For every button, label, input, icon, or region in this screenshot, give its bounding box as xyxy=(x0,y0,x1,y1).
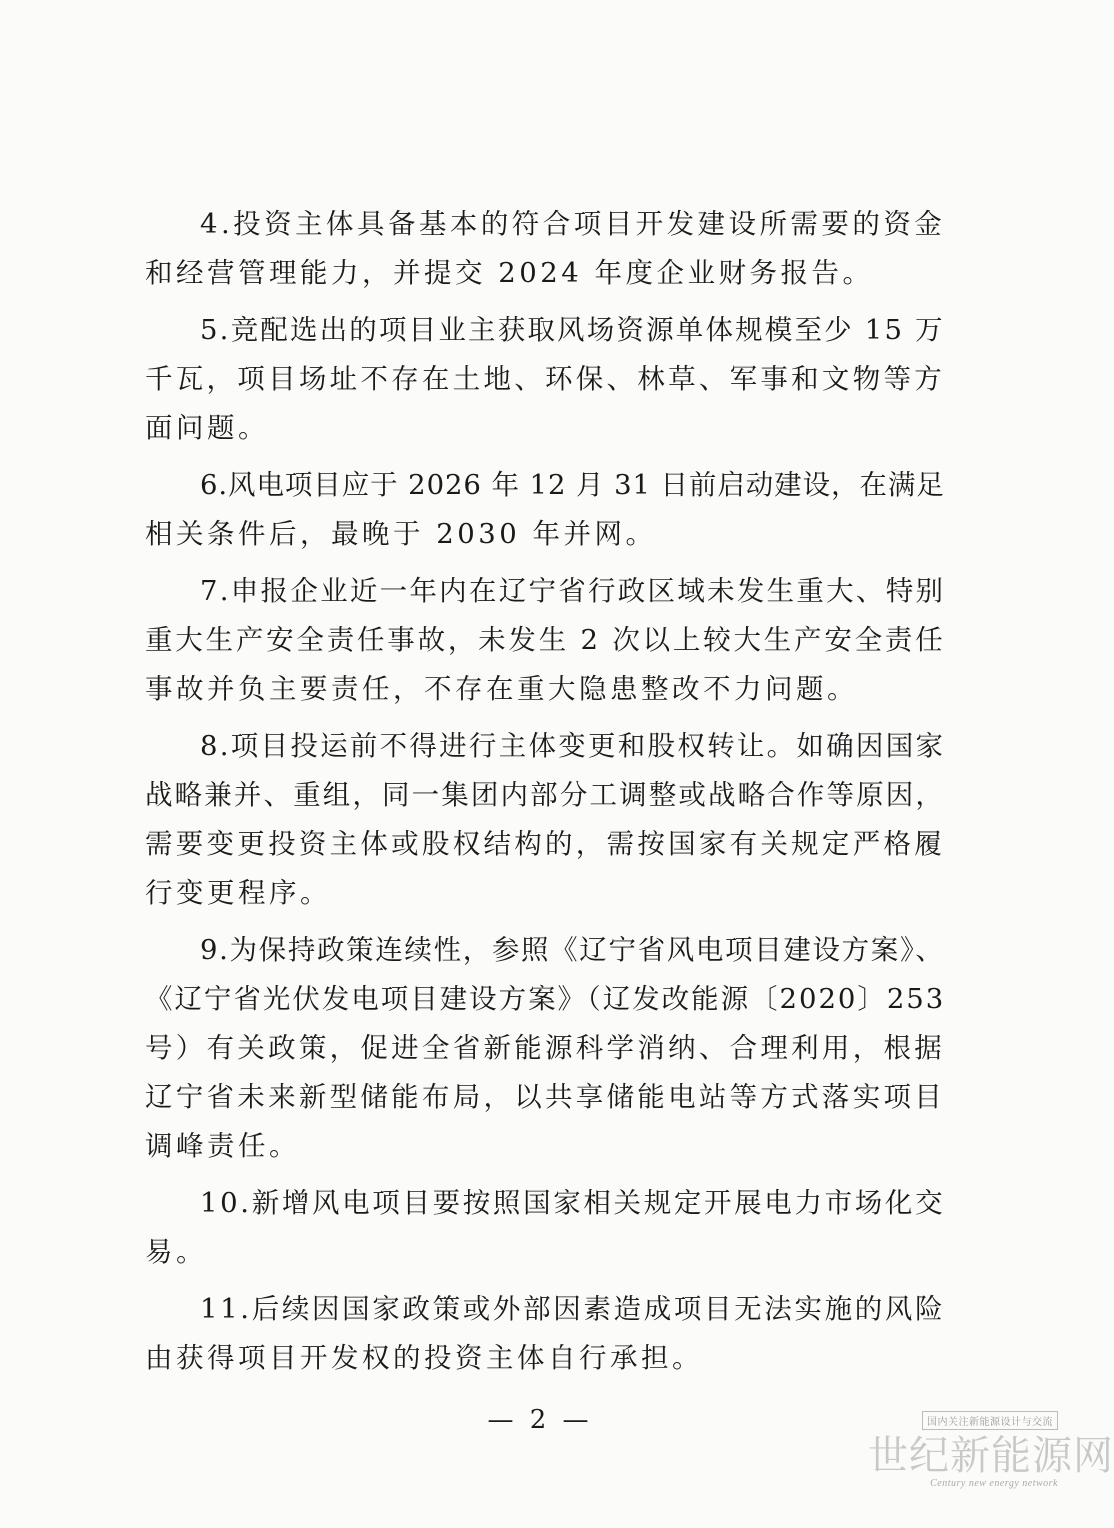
text-line: 《辽宁省光伏发电项目建设方案》（辽发改能源〔2020〕253 xyxy=(145,983,946,1015)
paragraph xyxy=(145,926,945,1171)
text-line: 4.投资主体具备基本的符合项目开发建设所需要的资金 xyxy=(200,208,946,240)
text-line: 相关条件后，最晚于 2030 年并网。 xyxy=(145,518,657,550)
text-line: 号）有关政策，促进全省新能源科学消纳、合理利用，根据 xyxy=(145,1032,945,1064)
page-number: — 2 — xyxy=(487,1405,593,1435)
paragraph xyxy=(145,461,945,559)
text-line: 战略兼并、重组，同一集团内部分工调整或战略合作等原因， xyxy=(145,779,945,811)
text-line: 9.为保持政策连续性，参照《辽宁省风电项目建设方案》、 xyxy=(200,934,945,966)
text-line: 由获得项目开发权的投资主体自行承担。 xyxy=(145,1342,703,1374)
text-line: 千瓦，项目场址不存在土地、环保、林草、军事和文物等方 xyxy=(145,363,945,395)
text-line: 6.风电项目应于 2026 年 12 月 31 日前启动建设，在满足 xyxy=(200,469,945,501)
text-line: 需要变更投资主体或股权结构的，需按国家有关规定严格履 xyxy=(145,828,945,860)
text-line: 辽宁省未来新型储能布局，以共享储能电站等方式落实项目 xyxy=(145,1081,945,1113)
paragraph xyxy=(145,1285,945,1383)
paragraph xyxy=(145,722,945,918)
text-line: 事故并负主要责任，不存在重大隐患整改不力问题。 xyxy=(145,673,858,705)
text-line: 10.新增风电项目要按照国家相关规定开展电力市场化交 xyxy=(200,1187,946,1219)
text-line: 易。 xyxy=(145,1236,207,1268)
watermark-subtitle: Century new energy network xyxy=(930,1478,1058,1489)
text-line: 调峰责任。 xyxy=(145,1130,300,1162)
watermark-tagline: 国内关注新能源设计与交流 xyxy=(922,1411,1058,1430)
text-line: 8.项目投运前不得进行主体变更和股权转让。如确因国家 xyxy=(200,730,946,762)
paragraph xyxy=(145,306,945,453)
text-line: 和经营管理能力，并提交 2024 年度企业财务报告。 xyxy=(145,257,874,289)
text-line: 11.后续因国家政策或外部因素造成项目无法实施的风险 xyxy=(200,1293,946,1325)
document-body xyxy=(145,200,945,1391)
watermark-logo xyxy=(868,1410,1114,1510)
paragraph xyxy=(145,200,945,298)
text-line: 5.竞配选出的项目业主获取风场资源单体规模至少 15 万 xyxy=(200,314,945,346)
watermark-brand: 世纪新能源网 xyxy=(868,1433,1114,1479)
paragraph xyxy=(145,567,945,714)
paragraph xyxy=(145,1179,945,1277)
text-line: 7.申报企业近一年内在辽宁省行政区域未发生重大、特别 xyxy=(200,575,946,607)
text-line: 面问题。 xyxy=(145,412,269,444)
text-line: 行变更程序。 xyxy=(145,877,331,909)
text-line: 重大生产安全责任事故，未发生 2 次以上较大生产安全责任 xyxy=(145,624,946,656)
